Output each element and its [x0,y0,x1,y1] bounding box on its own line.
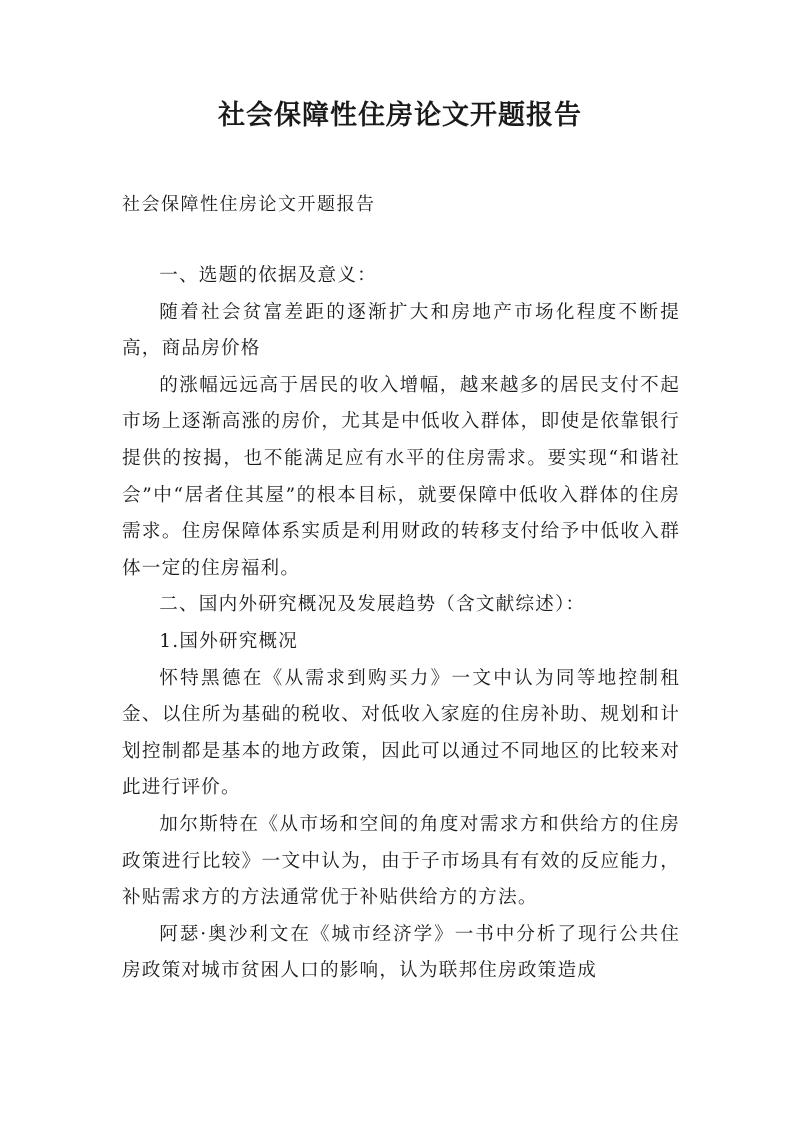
subsection-heading-foreign: 1.国外研究概况 [159,630,299,652]
body-paragraph: 阿瑟·奥沙利文在《城市经济学》一书中分析了现行公共住房政策对城市贫困人口的影响，认为联邦住房政策造成 [122,923,680,982]
section-heading-basis: 一、选题的依据及意义： [159,265,377,286]
body-paragraph: 怀特黑德在《从需求到购买力》一文中认为同等地控制租金、以住所为基础的税收、对低收入家庭的住房补助、规划和计划控制都是基本的地方政策，因此可以通过不同地区的比较来对此进行评价。 [122,667,680,799]
body-paragraph: 随着社会贫富差距的逐渐扩大和房地产市场化程度不断提高，商品房价格 [122,301,680,360]
section-heading-research: 二、国内外研究概况及发展趋势（含文献综述）： [159,594,586,616]
body-paragraph: 加尔斯特在《从市场和空间的角度对需求方和供给方的住房政策进行比较》一文中认为，由于子市场具有有效的反应能力，补贴需求方的方法通常优于补贴供给方的方法。 [122,813,680,909]
document-subtitle: 社会保障性住房论文开题报告 [122,194,376,215]
document-body [122,258,680,990]
document-title: 社会保障性住房论文开题报告 [218,100,582,131]
body-paragraph: 的涨幅远远高于居民的收入增幅，越来越多的居民支付不起市场上逐渐高涨的房价，尤其是中低收入群体，即使是依靠银行提供的按揭，也不能满足应有水平的住房需求。要实现“和谐社会”中“居者住其屋”的根本目标，就要保障中低收入群体的住房需求。住房保障体系实质是利用财政的转移支付给予中低收入群体一定的住房福利。 [122,374,680,579]
